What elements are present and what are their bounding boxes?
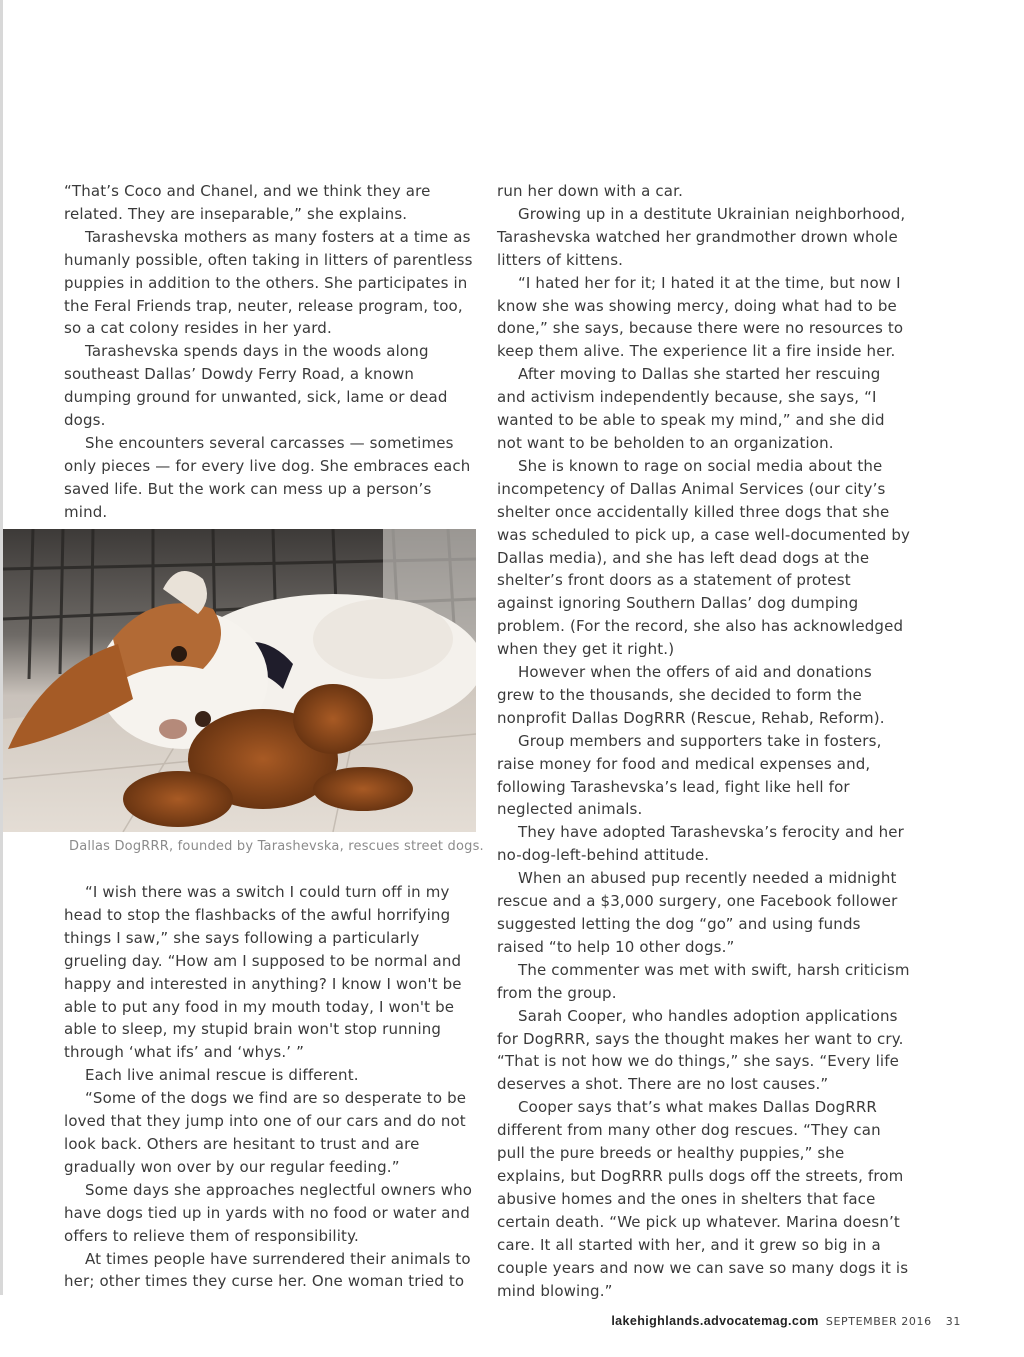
paragraph: However when the offers of aid and donations grew to the thousands, she decided to form the nonprofit Dallas DogRRR (Rescue, Rehab, Reform). <box>497 663 885 727</box>
left-column-bottom <box>64 881 478 1293</box>
paragraph: After moving to Dallas she started her rescuing and activism independently because, she says, “I wanted to be able to speak my mind,” and she did not want to be beholden to an organization. <box>497 365 885 452</box>
paragraph: Cooper says that’s what makes Dallas DogRRR different from many other dog rescues. “They can pull the pure breeds or healthy puppies,” she explains, but DogRRR pulls dogs off the streets, from abusive homes and the ones in shelters that face certain death. “We pick up whatever. Marina doesn’t care. It all started with her, and it grew so big in a couple years and now we can save so many dogs it is mind blowing.” <box>497 1098 909 1300</box>
paragraph: Some days she approaches neglectful owners who have dogs tied up in yards with no food or water and offers to relieve them of responsibility. <box>64 1180 473 1245</box>
paragraph: run her down with a car. <box>497 182 684 200</box>
paragraph: She encounters several carcasses — sometimes only pieces — for every live dog. She embraces each saved life. But the work can mess up a person’s mind. <box>64 433 471 521</box>
paragraph: Tarashevska spends days in the woods along southeast Dallas’ Dowdy Ferry Road, a known dumping ground for unwanted, sick, lame or dead dogs. <box>64 342 448 430</box>
paragraph: They have adopted Tarashevska’s ferocity and her no-dog-left-behind attitude. <box>497 823 904 865</box>
paragraph: “I wish there was a switch I could turn off in my head to stop the flashbacks of the awful horrifying things I saw,” she says following a particularly grueling day. “How am I supposed to be normal and happy and interested in anything? I know I won't be able to put any food in my mouth today, I won't be able to sleep, my stupid brain won't stop running through ‘what ifs’ and ‘whys.’ ” <box>64 883 462 1062</box>
footer-date: SEPTEMBER 2016 <box>825 1315 932 1328</box>
dog-photo <box>3 529 476 832</box>
paragraph: Sarah Cooper, who handles adoption applications for DogRRR, says the thought makes her want to cry. “That is not how we do things,” she says. “Every life deserves a shot. There are no lost causes.” <box>497 1006 904 1094</box>
paragraph: “Some of the dogs we find are so desperate to be loved that they jump into one of our cars and do not look back. Others are hesitant to trust and are gradually won over by our regular feeding.” <box>64 1089 467 1176</box>
left-column-top <box>64 180 478 524</box>
paragraph: The commenter was met with swift, harsh criticism from the group. <box>497 960 910 1002</box>
paragraph: Each live animal rescue is different. <box>85 1066 359 1085</box>
paragraph: “That’s Coco and Chanel, and we think they are related. They are inseparable,” she explains. <box>64 182 431 223</box>
paragraph: When an abused pup recently needed a midnight rescue and a $3,000 surgery, one Facebook follower suggested letting the dog “go” and using funds raised “to help 10 other dogs.” <box>497 869 898 956</box>
paragraph: Growing up in a destitute Ukrainian neighborhood, Tarashevska watched her grandmother drown whole litters of kittens. <box>497 204 906 269</box>
paragraph: At times people have surrendered their animals to her; other times they curse her. One woman tried to <box>64 1249 471 1291</box>
paragraph: She is known to rage on social media about the incompetency of Dallas Animal Services (our city’s shelter once accidentally killed three dogs that she was scheduled to pick up, a case well-documented by Dallas media), and she has left dead dogs at the shelter’s front doors as a statement of protest against ignoring Southern Dallas’ dog dumping problem. (For the record, she also has acknowledged when they get it right.) <box>497 456 911 659</box>
photo-caption: Dallas DogRRR, founded by Tarashevska, rescues street dogs. <box>69 839 484 854</box>
paragraph: Tarashevska mothers as many fosters at a time as humanly possible, often taking in litters of parentless puppies in addition to the others. She participates in the Feral Friends trap, neuter, release program, too, so a cat colony resides in her yard. <box>64 227 473 338</box>
right-column <box>497 180 911 1302</box>
page-footer <box>611 1314 961 1328</box>
footer-site-url[interactable]: lakehighlands.advocatemag.com <box>611 1314 819 1328</box>
paragraph: “I hated her for it; I hated it at the time, but now I know she was showing mercy, doing what had to be done,” she says, because there were no resources to keep them alive. The experience lit a fire inside her. <box>497 273 904 361</box>
page-number: 31 <box>945 1315 961 1328</box>
paragraph: Group members and supporters take in fosters, raise money for food and medical expenses and, following Tarashevska’s lead, fight like hell for neglected animals. <box>497 731 882 819</box>
